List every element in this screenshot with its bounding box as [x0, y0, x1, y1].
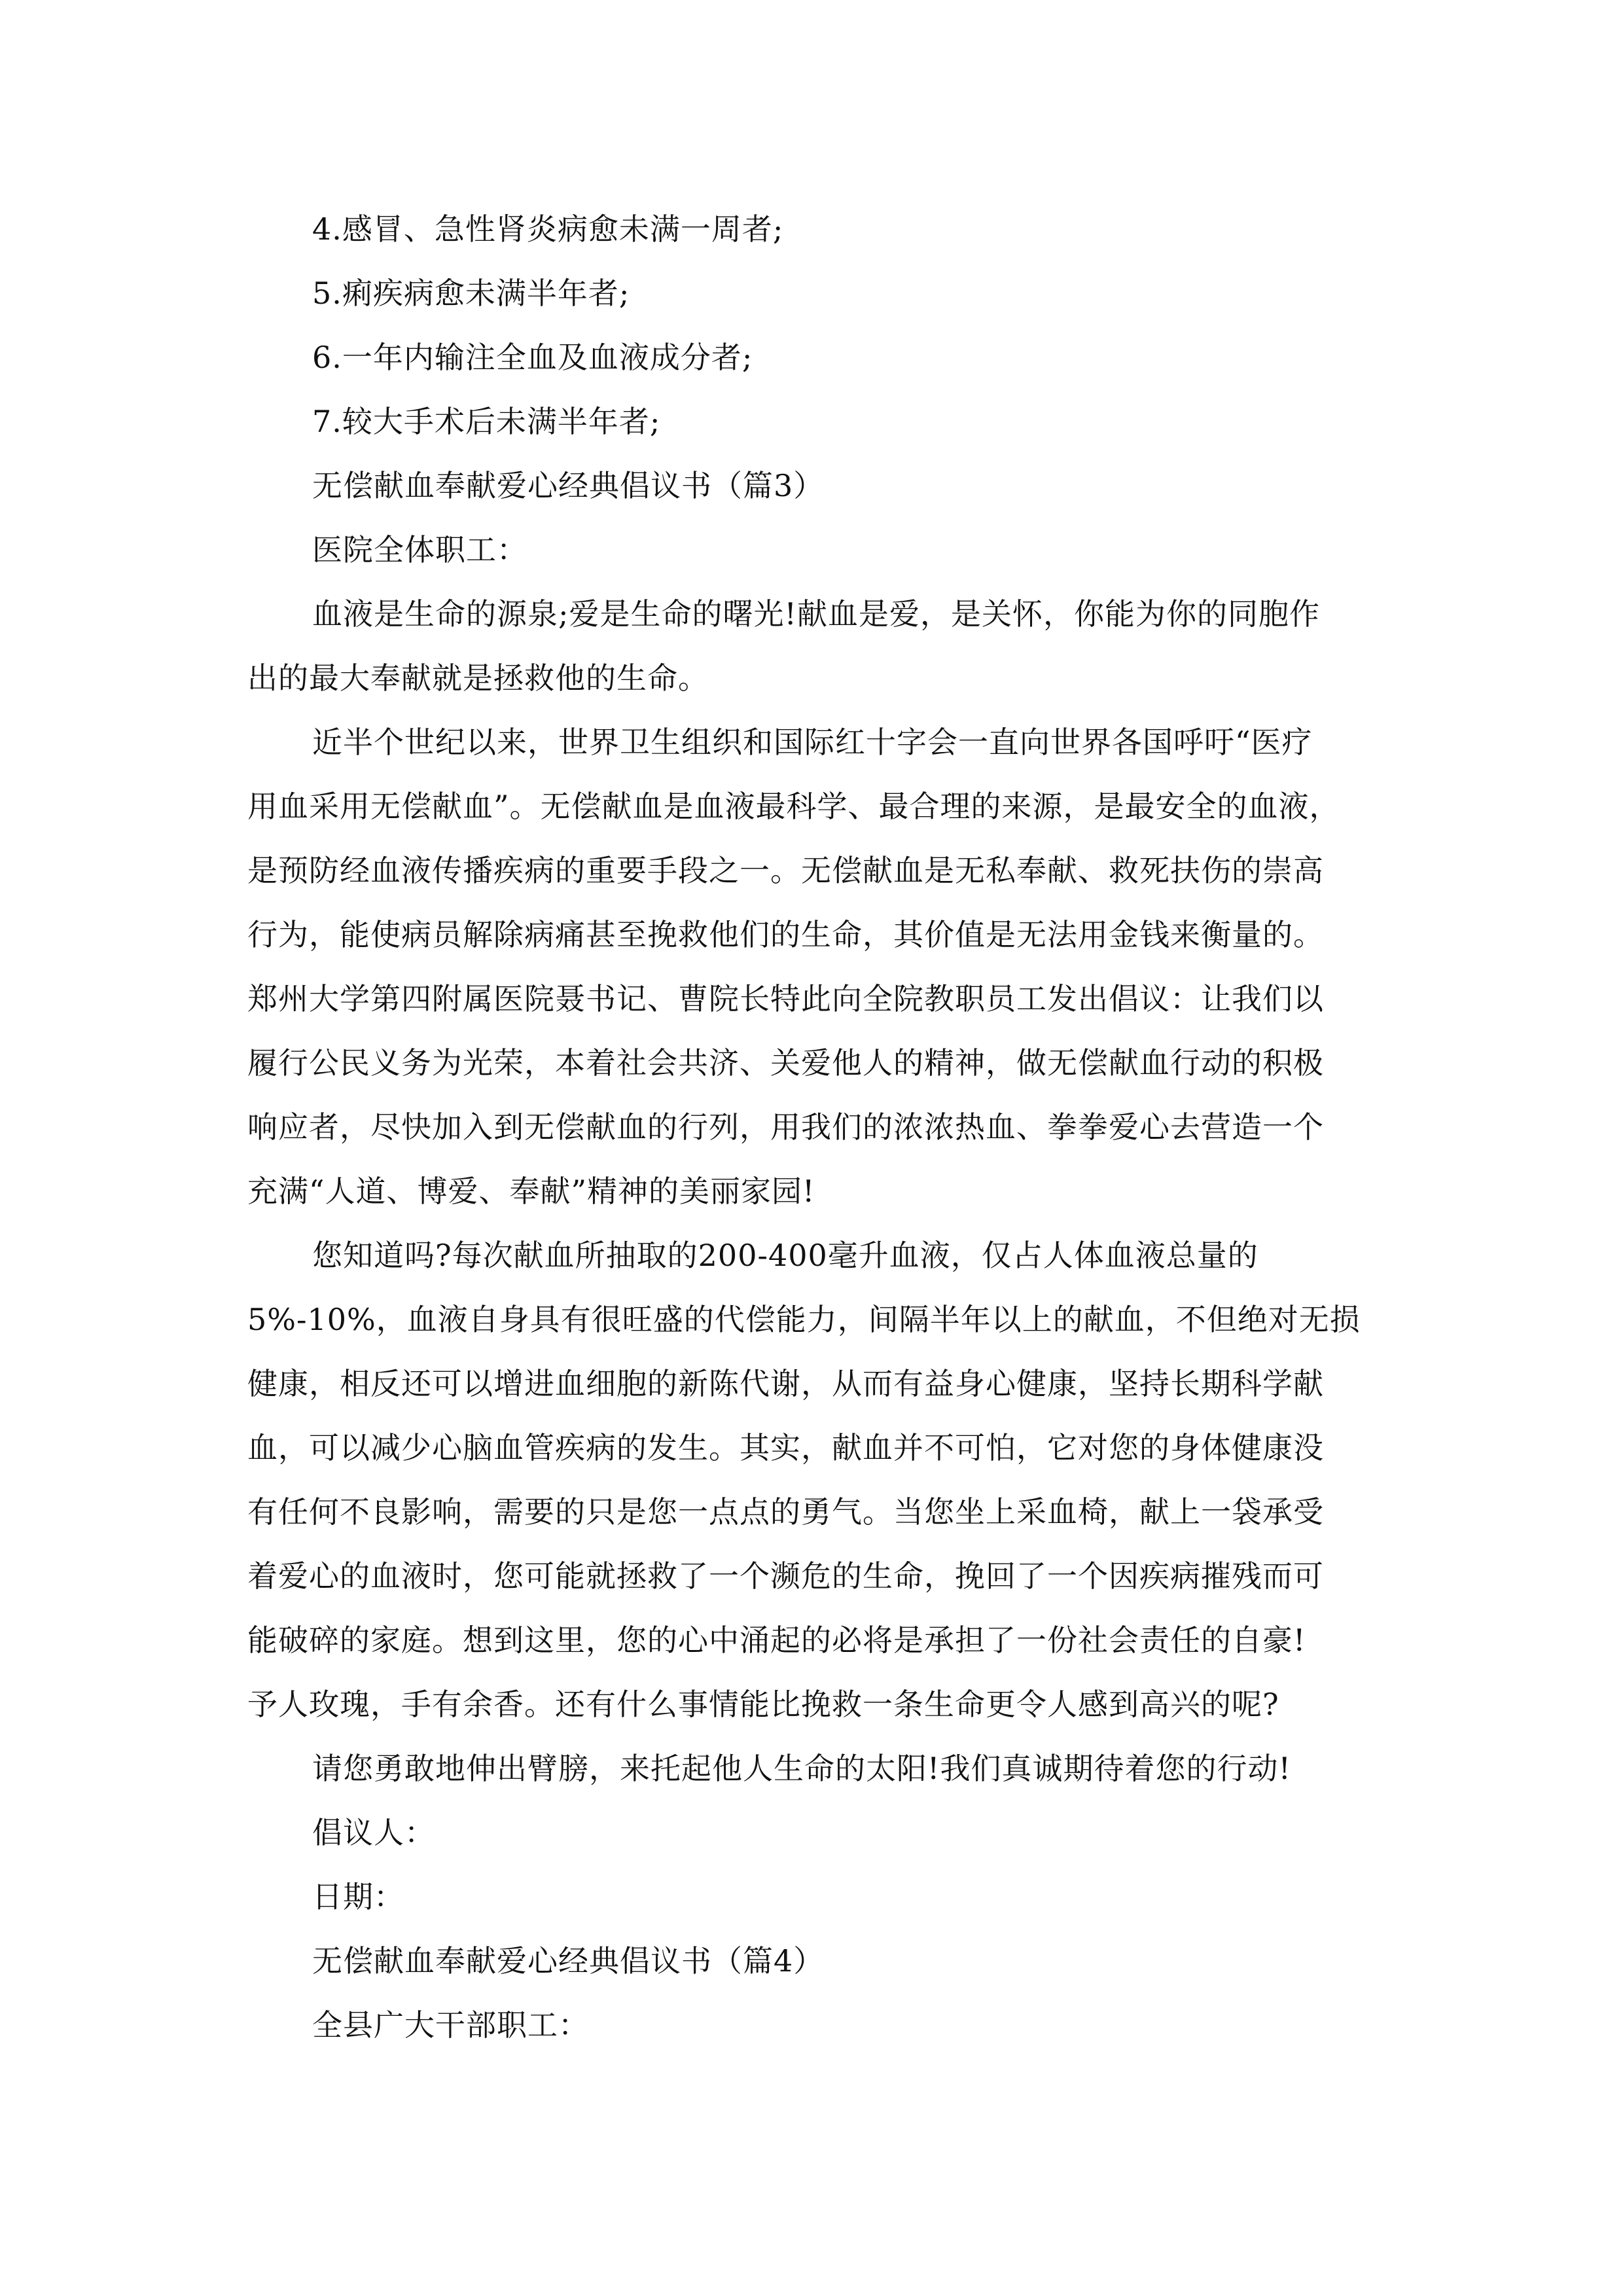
- paragraph-2-line-5: 郑州大学第四附属医院聂书记、曹院长特此向全院教职员工发出倡议：让我们以: [247, 981, 1324, 1016]
- paragraph-3-line-8: 予人玫瑰，手有余香。还有什么事情能比挽救一条生命更令人感到高兴的呢?: [247, 1687, 1279, 1722]
- paragraph-2-line-7: 响应者，尽快加入到无偿献血的行列，用我们的浓浓热血、拳拳爱心去营造一个: [247, 1109, 1324, 1145]
- section-title-4: 无偿献血奉献爱心经典倡议书（篇4）: [312, 1943, 825, 1979]
- paragraph-2-line-8: 充满“人道、博爱、奉献”精神的美丽家园!: [247, 1174, 815, 1209]
- section-title-3: 无偿献血奉献爱心经典倡议书（篇3）: [312, 468, 825, 503]
- paragraph-2-line-2: 用血采用无偿献血”。无偿献血是血液最科学、最合理的来源，是最安全的血液，: [247, 789, 1340, 824]
- list-item-4: 4.感冒、急性肾炎病愈未满一周者;: [312, 211, 784, 247]
- list-item-7: 7.较大手术后未满半年者;: [312, 404, 661, 439]
- paragraph-2-line-6: 履行公民义务为光荣，本着社会共济、关爱他人的精神，做无偿献血行动的积极: [247, 1045, 1324, 1081]
- salutation-4: 全县广大干部职工：: [312, 2007, 589, 2043]
- paragraph-1-line-1: 血液是生命的源泉;爱是生命的曙光!献血是爱，是关怀，你能为你的同胞作: [312, 596, 1320, 632]
- paragraph-4-line-1: 请您勇敢地伸出臂膀，来托起他人生命的太阳!我们真诚期待着您的行动!: [312, 1751, 1291, 1786]
- paragraph-3-line-6: 着爱心的血液时，您可能就拯救了一个濒危的生命，挽回了一个因疾病摧残而可: [247, 1558, 1324, 1594]
- paragraph-3-line-5: 有任何不良影响，需要的只是您一点点的勇气。当您坐上采血椅，献上一袋承受: [247, 1494, 1324, 1530]
- paragraph-1-line-2: 出的最大奉献就是拯救他的生命。: [247, 660, 709, 696]
- paragraph-3-line-1: 您知道吗?每次献血所抽取的200-400毫升血液，仅占人体血液总量的: [312, 1238, 1258, 1273]
- paragraph-3-line-7: 能破碎的家庭。想到这里，您的心中涌起的必将是承担了一份社会责任的自豪!: [247, 1623, 1306, 1658]
- paragraph-3-line-4: 血，可以减少心脑血管疾病的发生。其实，献血并不可怕，它对您的身体健康没: [247, 1430, 1324, 1465]
- proposer-label: 倡议人：: [312, 1815, 435, 1850]
- date-label: 日期：: [312, 1879, 404, 1914]
- paragraph-2-line-3: 是预防经血液传播疾病的重要手段之一。无偿献血是无私奉献、救死扶伤的崇高: [247, 853, 1324, 888]
- paragraph-3-line-3: 健康，相反还可以增进血细胞的新陈代谢，从而有益身心健康，坚持长期科学献: [247, 1366, 1324, 1401]
- paragraph-2-line-4: 行为，能使病员解除病痛甚至挽救他们的生命，其价值是无法用金钱来衡量的。: [247, 917, 1324, 952]
- list-item-6: 6.一年内输注全血及血液成分者;: [312, 340, 753, 375]
- list-item-5: 5.痢疾病愈未满半年者;: [312, 276, 630, 311]
- paragraph-2-line-1: 近半个世纪以来，世界卫生组织和国际红十字会一直向世界各国呼吁“医疗: [312, 725, 1313, 760]
- salutation-3: 医院全体职工：: [312, 532, 527, 567]
- paragraph-3-line-2: 5%-10%，血液自身具有很旺盛的代偿能力，间隔半年以上的献血，不但绝对无损: [247, 1302, 1361, 1337]
